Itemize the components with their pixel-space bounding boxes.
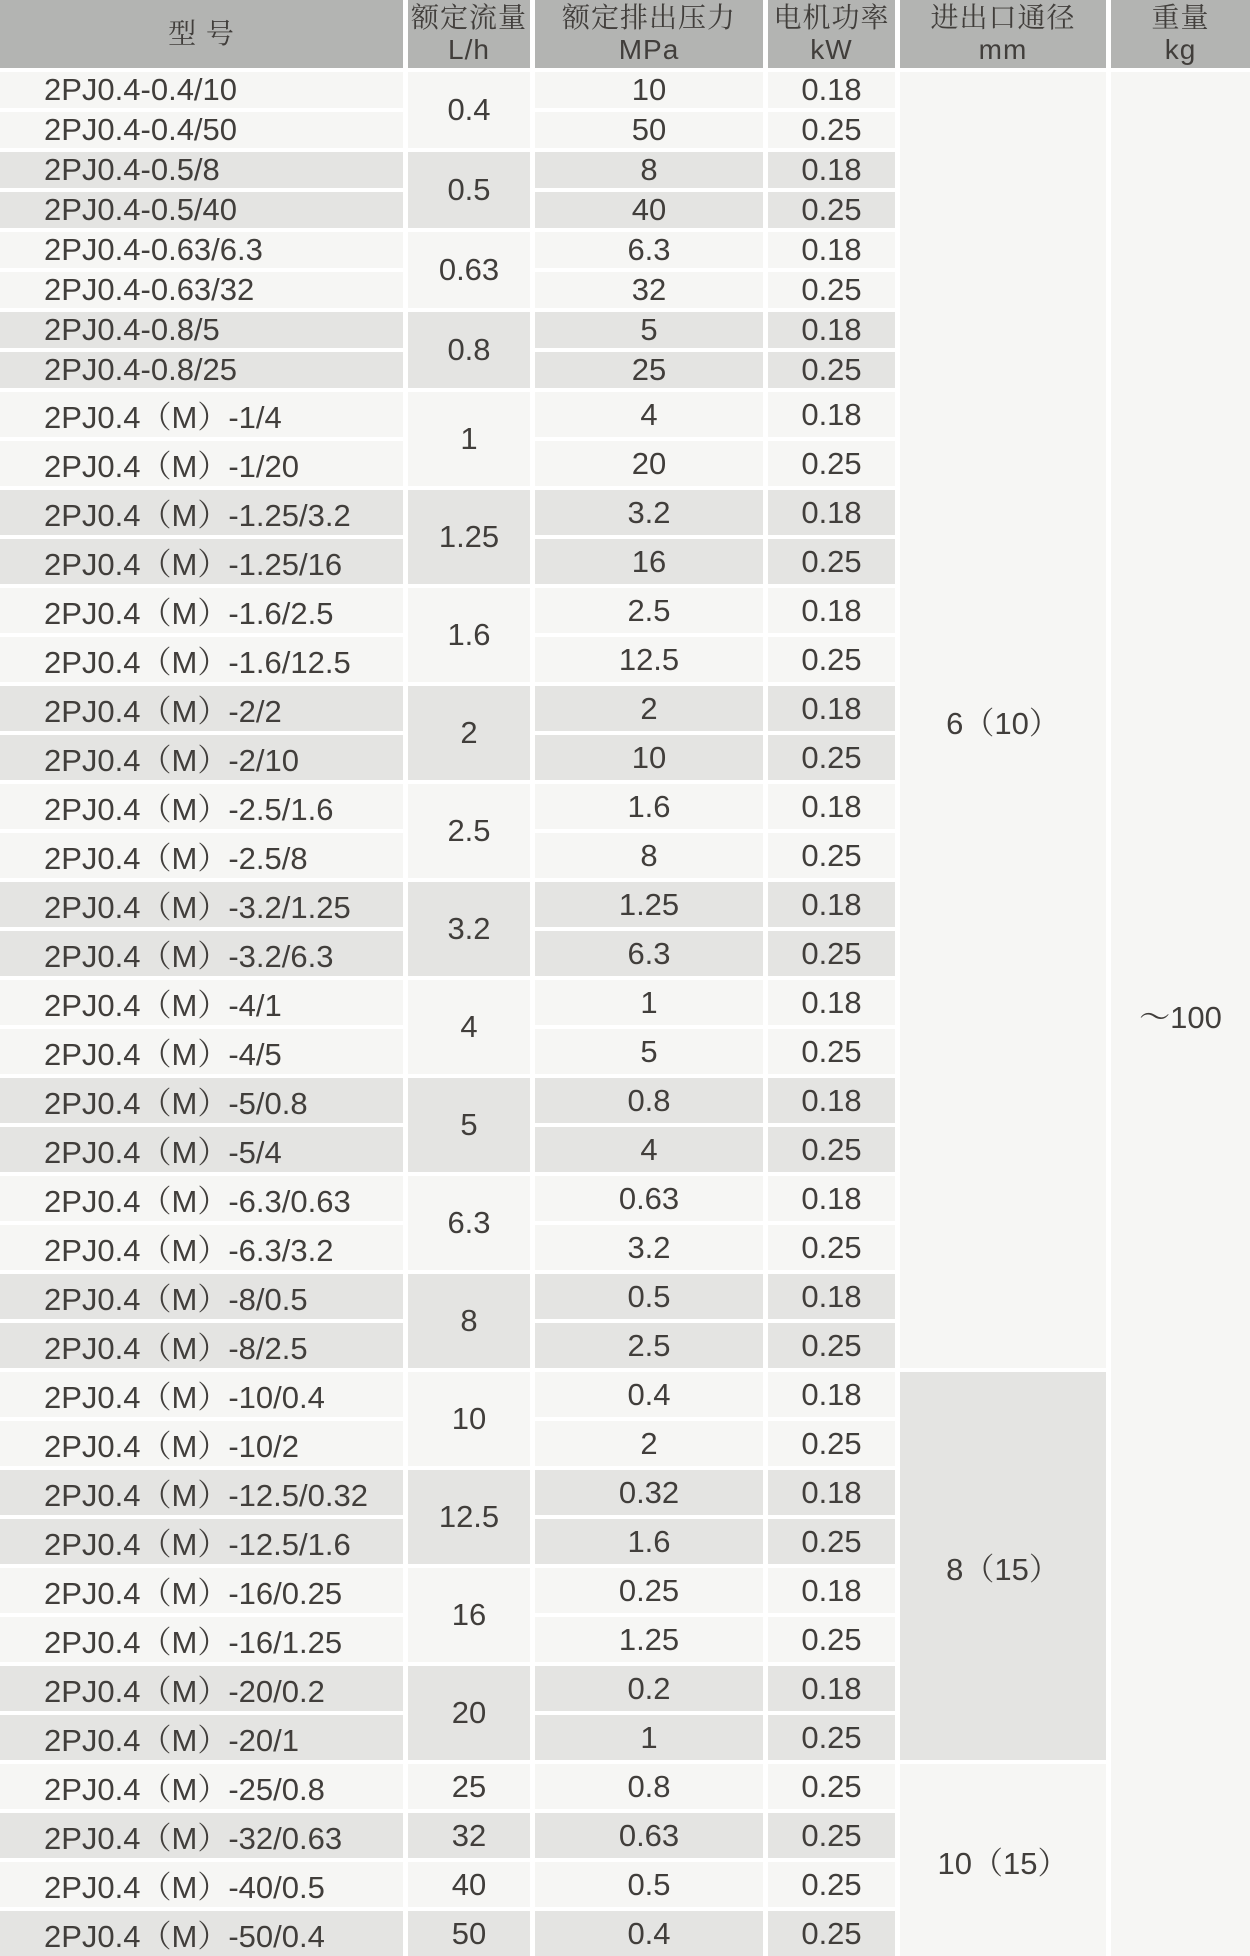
pressure-cell: 0.63	[535, 1176, 763, 1221]
pressure-cell: 0.25	[535, 1568, 763, 1613]
pressure-cell: 4	[535, 392, 763, 437]
pressure-cell: 8	[535, 152, 763, 188]
power-cell: 0.25	[768, 1323, 895, 1368]
pressure-cell: 0.5	[535, 1274, 763, 1319]
model-cell: 2PJ0.4（M）-32/0.63	[0, 1813, 403, 1858]
power-cell: 0.25	[768, 637, 895, 682]
model-cell: 2PJ0.4（M）-2.5/1.6	[0, 784, 403, 829]
flow-cell: 4	[408, 980, 530, 1074]
flow-cell: 0.8	[408, 312, 530, 388]
model-cell: 2PJ0.4（M）-1.25/3.2	[0, 490, 403, 535]
power-cell: 0.25	[768, 833, 895, 878]
flow-cell: 6.3	[408, 1176, 530, 1270]
flow-cell: 2	[408, 686, 530, 780]
flow-cell: 1	[408, 392, 530, 486]
model-cell: 2PJ0.4（M）-20/1	[0, 1715, 403, 1760]
pressure-cell: 16	[535, 539, 763, 584]
power-cell: 0.25	[768, 1813, 895, 1858]
power-cell: 0.25	[768, 352, 895, 388]
model-cell: 2PJ0.4-0.8/5	[0, 312, 403, 348]
header-unit: mm	[978, 34, 1028, 65]
power-cell: 0.18	[768, 980, 895, 1025]
pressure-cell: 25	[535, 352, 763, 388]
model-cell: 2PJ0.4（M）-16/0.25	[0, 1568, 403, 1613]
power-cell: 0.18	[768, 1568, 895, 1613]
power-cell: 0.18	[768, 588, 895, 633]
model-cell: 2PJ0.4（M）-4/1	[0, 980, 403, 1025]
flow-cell: 0.63	[408, 232, 530, 308]
header-title: 额定排出压力	[561, 2, 736, 34]
header-title: 电机功率	[773, 2, 890, 34]
power-cell: 0.25	[768, 1862, 895, 1907]
power-cell: 0.18	[768, 1470, 895, 1515]
flow-cell: 12.5	[408, 1470, 530, 1564]
power-cell: 0.25	[768, 441, 895, 486]
flow-cell: 20	[408, 1666, 530, 1760]
model-cell: 2PJ0.4-0.4/10	[0, 72, 403, 108]
power-cell: 0.25	[768, 1225, 895, 1270]
model-cell: 2PJ0.4（M）-40/0.5	[0, 1862, 403, 1907]
power-cell: 0.18	[768, 1666, 895, 1711]
pressure-cell: 0.4	[535, 1372, 763, 1417]
weight-cell: ～100	[1111, 72, 1250, 1956]
header-title: 型 号	[168, 18, 235, 50]
model-cell: 2PJ0.4-0.63/32	[0, 272, 403, 308]
flow-cell: 2.5	[408, 784, 530, 878]
pressure-cell: 6.3	[535, 232, 763, 268]
power-cell: 0.25	[768, 192, 895, 228]
power-cell: 0.18	[768, 152, 895, 188]
pressure-cell: 0.8	[535, 1764, 763, 1809]
pressure-cell: 0.63	[535, 1813, 763, 1858]
flow-cell: 32	[408, 1813, 530, 1858]
model-cell: 2PJ0.4（M）-2/2	[0, 686, 403, 731]
model-cell: 2PJ0.4（M）-5/4	[0, 1127, 403, 1172]
model-cell: 2PJ0.4-0.63/6.3	[0, 232, 403, 268]
power-cell: 0.18	[768, 1372, 895, 1417]
model-cell: 2PJ0.4（M）-50/0.4	[0, 1911, 403, 1956]
power-cell: 0.25	[768, 735, 895, 780]
model-cell: 2PJ0.4（M）-10/0.4	[0, 1372, 403, 1417]
power-cell: 0.25	[768, 272, 895, 308]
model-cell: 2PJ0.4（M）-10/2	[0, 1421, 403, 1466]
power-cell: 0.25	[768, 1519, 895, 1564]
model-cell: 2PJ0.4（M）-6.3/3.2	[0, 1225, 403, 1270]
flow-cell: 5	[408, 1078, 530, 1172]
power-cell: 0.18	[768, 882, 895, 927]
pressure-cell: 32	[535, 272, 763, 308]
pressure-cell: 2.5	[535, 588, 763, 633]
pressure-cell: 1	[535, 980, 763, 1025]
pressure-cell: 5	[535, 312, 763, 348]
model-cell: 2PJ0.4-0.5/40	[0, 192, 403, 228]
flow-cell: 3.2	[408, 882, 530, 976]
header-cell-diameter	[900, 0, 1106, 68]
power-cell: 0.25	[768, 1127, 895, 1172]
model-cell: 2PJ0.4（M）-8/2.5	[0, 1323, 403, 1368]
power-cell: 0.25	[768, 931, 895, 976]
pressure-cell: 4	[535, 1127, 763, 1172]
flow-cell: 1.25	[408, 490, 530, 584]
diameter-cell: 10（15）	[900, 1764, 1106, 1956]
pressure-cell: 20	[535, 441, 763, 486]
pressure-cell: 0.2	[535, 1666, 763, 1711]
model-cell: 2PJ0.4（M）-1.6/12.5	[0, 637, 403, 682]
power-cell: 0.18	[768, 784, 895, 829]
pressure-cell: 5	[535, 1029, 763, 1074]
power-cell: 0.25	[768, 1421, 895, 1466]
pressure-cell: 0.4	[535, 1911, 763, 1956]
power-cell: 0.18	[768, 1176, 895, 1221]
pressure-cell: 3.2	[535, 1225, 763, 1270]
power-cell: 0.25	[768, 1764, 895, 1809]
pressure-cell: 10	[535, 72, 763, 108]
model-cell: 2PJ0.4-0.5/8	[0, 152, 403, 188]
pressure-cell: 1.25	[535, 1617, 763, 1662]
pressure-cell: 2	[535, 1421, 763, 1466]
diameter-cell: 8（15）	[900, 1372, 1106, 1760]
power-cell: 0.25	[768, 1029, 895, 1074]
model-cell: 2PJ0.4（M）-3.2/1.25	[0, 882, 403, 927]
pressure-cell: 8	[535, 833, 763, 878]
power-cell: 0.25	[768, 112, 895, 148]
model-cell: 2PJ0.4（M）-8/0.5	[0, 1274, 403, 1319]
flow-cell: 25	[408, 1764, 530, 1809]
power-cell: 0.25	[768, 539, 895, 584]
model-cell: 2PJ0.4（M）-2/10	[0, 735, 403, 780]
pressure-cell: 2	[535, 686, 763, 731]
model-cell: 2PJ0.4（M）-1/4	[0, 392, 403, 437]
diameter-cell: 6（10）	[900, 72, 1106, 1368]
flow-cell: 50	[408, 1911, 530, 1956]
model-cell: 2PJ0.4-0.8/25	[0, 352, 403, 388]
power-cell: 0.18	[768, 72, 895, 108]
header-cell-pressure	[535, 0, 763, 68]
pressure-cell: 1.6	[535, 1519, 763, 1564]
flow-cell: 8	[408, 1274, 530, 1368]
model-cell: 2PJ0.4（M）-1.6/2.5	[0, 588, 403, 633]
header-cell-power	[768, 0, 895, 68]
model-cell: 2PJ0.4（M）-1.25/16	[0, 539, 403, 584]
flow-cell: 10	[408, 1372, 530, 1466]
power-cell: 0.25	[768, 1715, 895, 1760]
pressure-cell: 0.8	[535, 1078, 763, 1123]
header-cell-weight	[1111, 0, 1250, 68]
power-cell: 0.18	[768, 392, 895, 437]
model-cell: 2PJ0.4-0.4/50	[0, 112, 403, 148]
pressure-cell: 1.6	[535, 784, 763, 829]
header-unit: kg	[1164, 34, 1197, 65]
power-cell: 0.18	[768, 232, 895, 268]
flow-cell: 0.4	[408, 72, 530, 148]
header-cell-model	[0, 0, 403, 68]
pressure-cell: 0.5	[535, 1862, 763, 1907]
pressure-cell: 3.2	[535, 490, 763, 535]
power-cell: 0.18	[768, 312, 895, 348]
header-title: 进出口通径	[930, 2, 1076, 34]
model-cell: 2PJ0.4（M）-6.3/0.63	[0, 1176, 403, 1221]
model-cell: 2PJ0.4（M）-12.5/0.32	[0, 1470, 403, 1515]
power-cell: 0.18	[768, 1274, 895, 1319]
power-cell: 0.25	[768, 1911, 895, 1956]
model-cell: 2PJ0.4（M）-20/0.2	[0, 1666, 403, 1711]
flow-cell: 16	[408, 1568, 530, 1662]
header-unit: kW	[810, 34, 853, 65]
header-cell-flow	[408, 0, 530, 68]
model-cell: 2PJ0.4（M）-16/1.25	[0, 1617, 403, 1662]
header-title: 额定流量	[410, 2, 527, 34]
power-cell: 0.18	[768, 490, 895, 535]
pressure-cell: 10	[535, 735, 763, 780]
pressure-cell: 1.25	[535, 882, 763, 927]
flow-cell: 40	[408, 1862, 530, 1907]
pressure-cell: 40	[535, 192, 763, 228]
model-cell: 2PJ0.4（M）-25/0.8	[0, 1764, 403, 1809]
pressure-cell: 0.32	[535, 1470, 763, 1515]
header-title: 重量	[1151, 2, 1210, 34]
power-cell: 0.25	[768, 1617, 895, 1662]
model-cell: 2PJ0.4（M）-2.5/8	[0, 833, 403, 878]
pressure-cell: 12.5	[535, 637, 763, 682]
flow-cell: 1.6	[408, 588, 530, 682]
pressure-cell: 50	[535, 112, 763, 148]
flow-cell: 0.5	[408, 152, 530, 228]
power-cell: 0.18	[768, 1078, 895, 1123]
model-cell: 2PJ0.4（M）-1/20	[0, 441, 403, 486]
pressure-cell: 6.3	[535, 931, 763, 976]
model-cell: 2PJ0.4（M）-4/5	[0, 1029, 403, 1074]
model-cell: 2PJ0.4（M）-12.5/1.6	[0, 1519, 403, 1564]
pressure-cell: 2.5	[535, 1323, 763, 1368]
model-cell: 2PJ0.4（M）-3.2/6.3	[0, 931, 403, 976]
header-unit: MPa	[618, 34, 680, 65]
pressure-cell: 1	[535, 1715, 763, 1760]
model-cell: 2PJ0.4（M）-5/0.8	[0, 1078, 403, 1123]
power-cell: 0.18	[768, 686, 895, 731]
header-unit: L/h	[448, 34, 490, 65]
